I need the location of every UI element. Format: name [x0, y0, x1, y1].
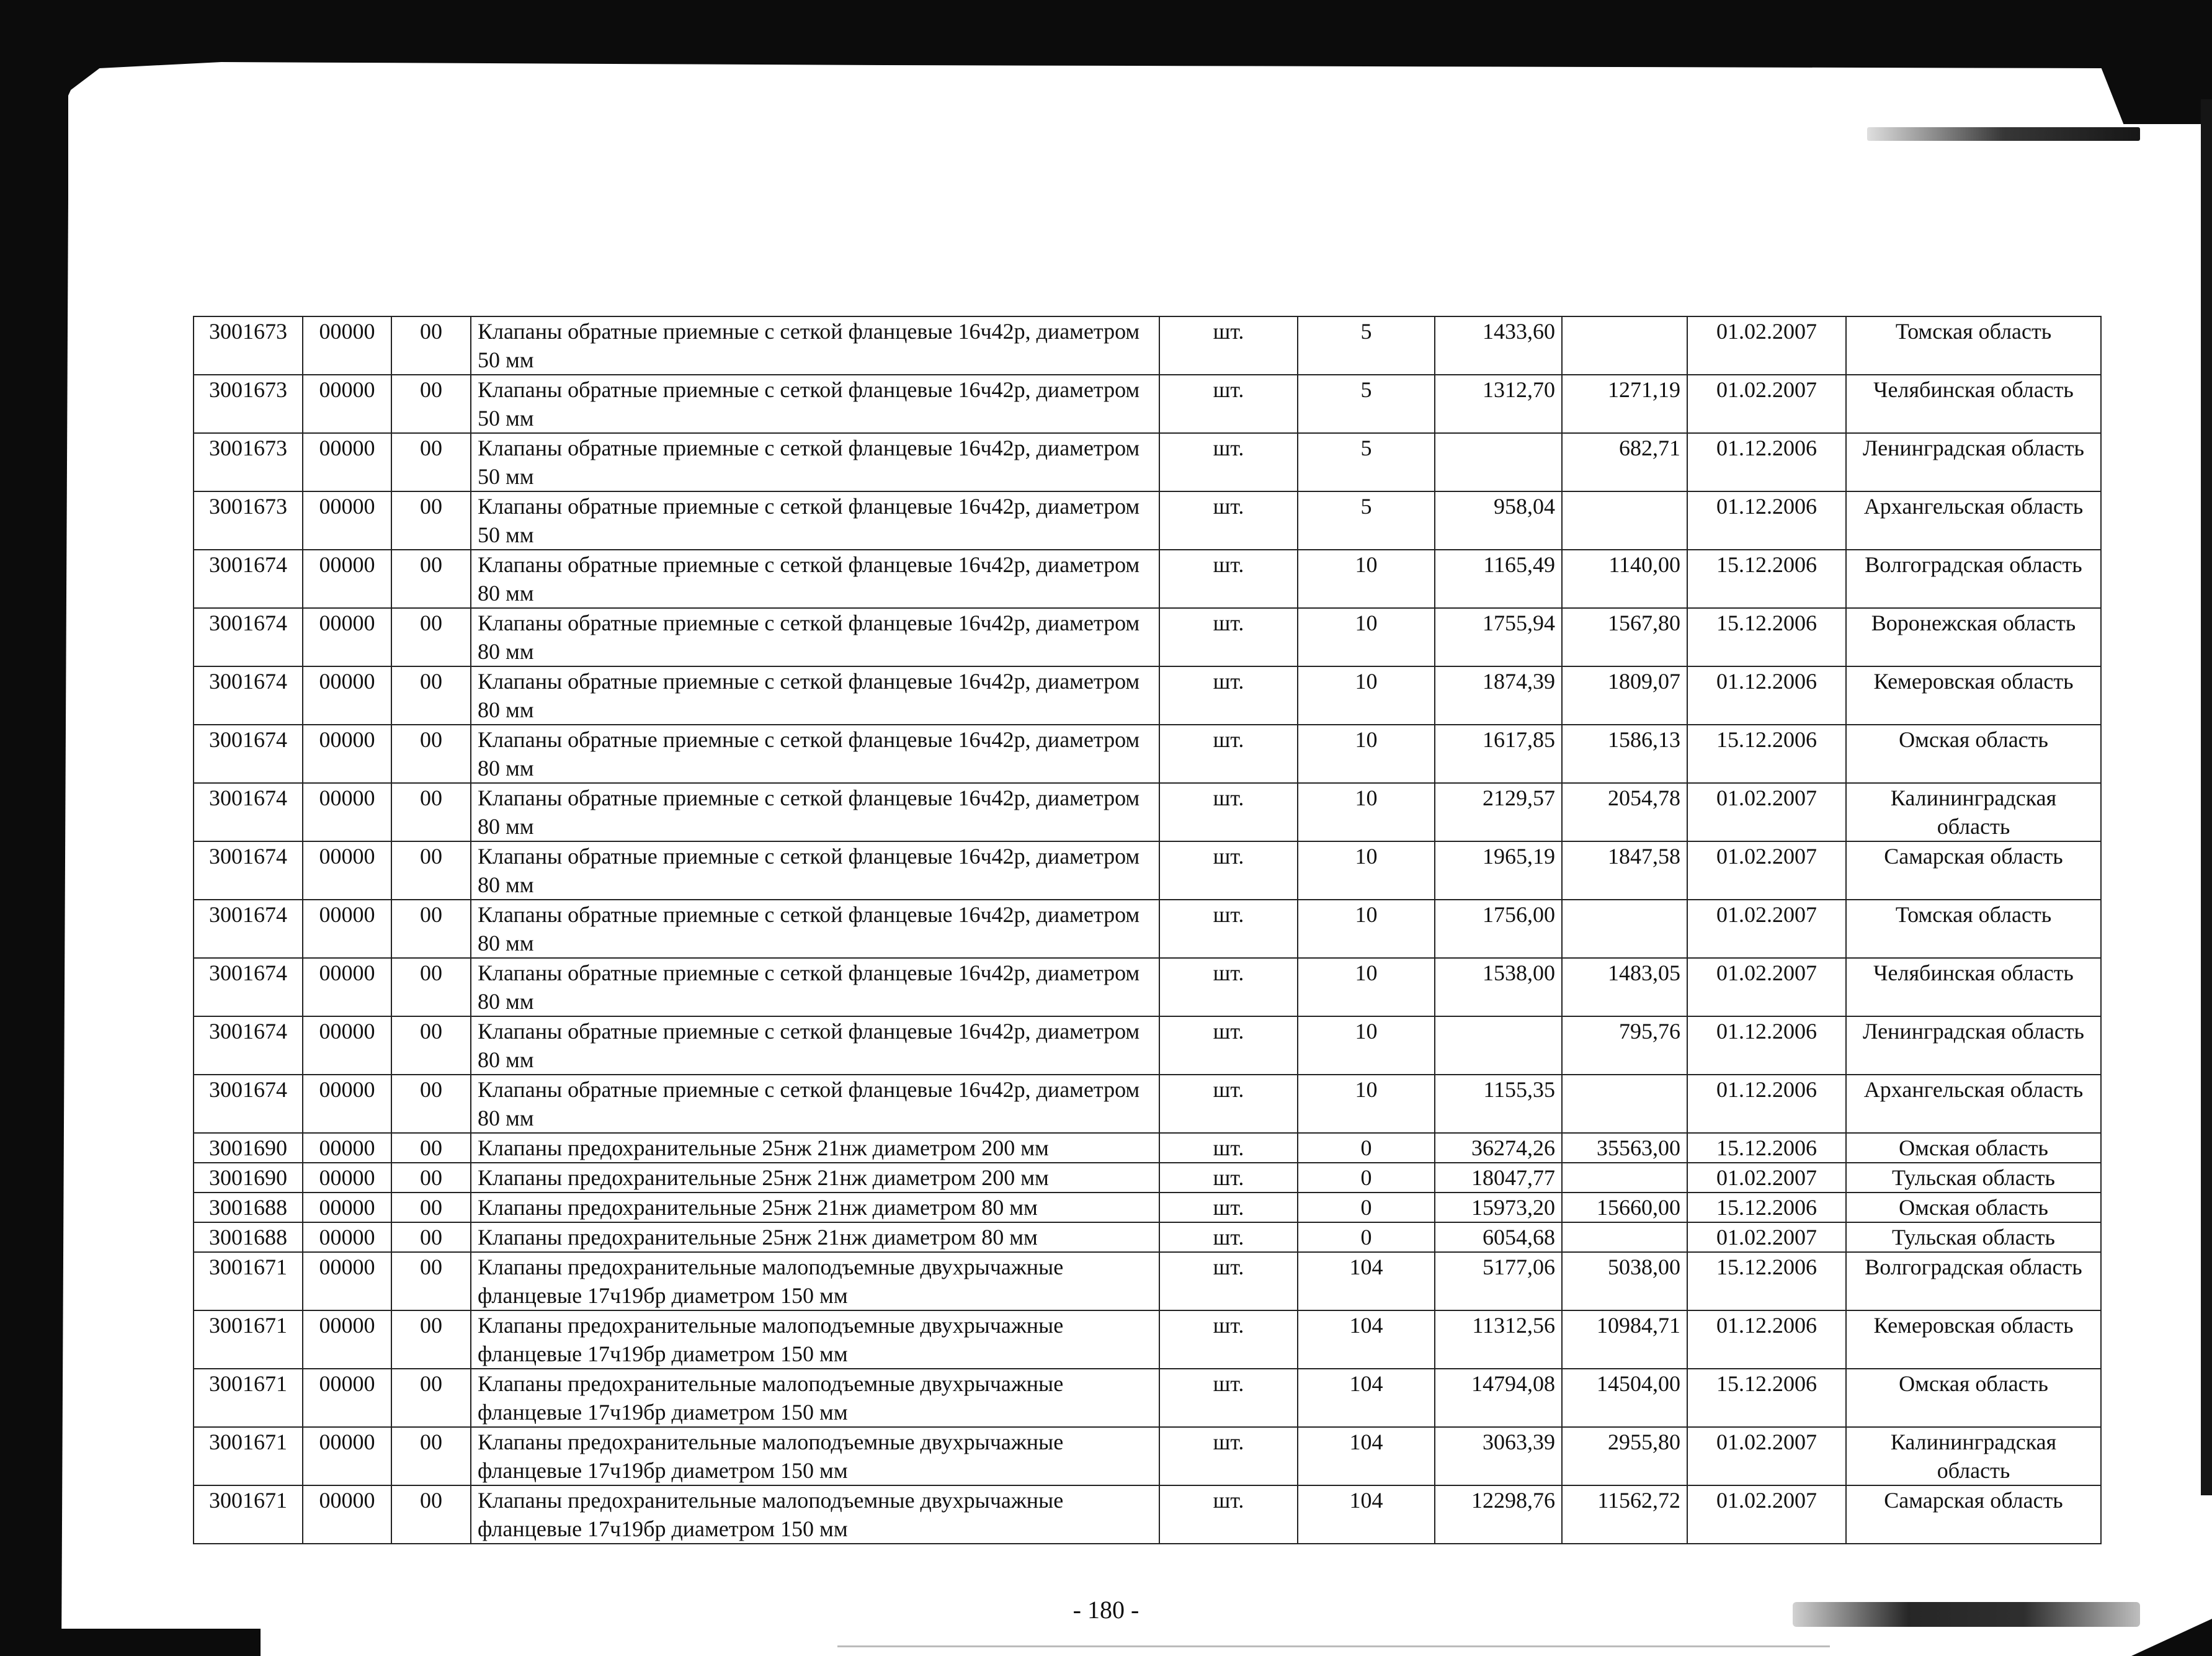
price-2-cell: 795,76 — [1562, 1016, 1687, 1075]
region-cell: Челябинская область — [1846, 375, 2101, 433]
item-code-cell: 3001671 — [194, 1427, 303, 1485]
price-1-cell — [1435, 433, 1562, 491]
sub-code-cell: 00000 — [303, 491, 391, 550]
version-code-cell: 00 — [391, 1163, 471, 1193]
region-cell: Воронежская область — [1846, 608, 2101, 666]
item-name-cell: Клапаны предохранительные малоподъемные двухрычажные фланцевые 17ч19бр диаметром 150 мм — [471, 1310, 1159, 1369]
date-cell: 01.02.2007 — [1687, 783, 1846, 841]
table-row — [194, 1133, 2101, 1163]
unit-cell: шт. — [1159, 958, 1298, 1016]
price-2-cell — [1562, 1075, 1687, 1133]
item-code-cell: 3001673 — [194, 433, 303, 491]
item-name-cell: Клапаны обратные приемные с сеткой фланцевые 16ч42р, диаметром 80 мм — [471, 958, 1159, 1016]
table-row — [194, 1310, 2101, 1369]
region-cell: Архангельская область — [1846, 491, 2101, 550]
version-code-cell: 00 — [391, 841, 471, 900]
version-code-cell: 00 — [391, 1252, 471, 1310]
region-cell: Калининградская область — [1846, 1427, 2101, 1485]
table-row — [194, 1252, 2101, 1310]
version-code-cell: 00 — [391, 1222, 471, 1252]
date-cell: 01.12.2006 — [1687, 491, 1846, 550]
date-cell: 01.02.2007 — [1687, 1163, 1846, 1193]
sub-code-cell: 00000 — [303, 725, 391, 783]
region-cell: Омская область — [1846, 725, 2101, 783]
price-1-cell: 1756,00 — [1435, 900, 1562, 958]
unit-cell: шт. — [1159, 491, 1298, 550]
date-cell: 01.02.2007 — [1687, 316, 1846, 375]
item-name-cell: Клапаны предохранительные 25нж 21нж диаметром 200 мм — [471, 1133, 1159, 1163]
version-code-cell: 00 — [391, 666, 471, 725]
quantity-cell: 10 — [1298, 1075, 1435, 1133]
price-1-cell: 14794,08 — [1435, 1369, 1562, 1427]
price-1-cell: 1874,39 — [1435, 666, 1562, 725]
unit-cell: шт. — [1159, 1163, 1298, 1193]
table-row — [194, 1222, 2101, 1252]
quantity-cell: 10 — [1298, 725, 1435, 783]
quantity-cell: 104 — [1298, 1427, 1435, 1485]
item-code-cell: 3001690 — [194, 1163, 303, 1193]
region-cell: Томская область — [1846, 900, 2101, 958]
date-cell: 01.02.2007 — [1687, 1485, 1846, 1544]
price-2-cell: 1586,13 — [1562, 725, 1687, 783]
price-1-cell: 1965,19 — [1435, 841, 1562, 900]
region-cell: Омская область — [1846, 1193, 2101, 1222]
sub-code-cell: 00000 — [303, 1222, 391, 1252]
item-code-cell: 3001674 — [194, 841, 303, 900]
price-2-cell: 1140,00 — [1562, 550, 1687, 608]
region-cell: Волгоградская область — [1846, 550, 2101, 608]
table-row — [194, 841, 2101, 900]
item-code-cell: 3001688 — [194, 1193, 303, 1222]
quantity-cell: 10 — [1298, 841, 1435, 900]
version-code-cell: 00 — [391, 1485, 471, 1544]
item-name-cell: Клапаны обратные приемные с сеткой фланцевые 16ч42р, диаметром 80 мм — [471, 608, 1159, 666]
version-code-cell: 00 — [391, 316, 471, 375]
date-cell: 01.02.2007 — [1687, 900, 1846, 958]
unit-cell: шт. — [1159, 1369, 1298, 1427]
region-cell: Калининградская область — [1846, 783, 2101, 841]
item-code-cell: 3001674 — [194, 550, 303, 608]
region-cell: Самарская область — [1846, 841, 2101, 900]
date-cell: 15.12.2006 — [1687, 608, 1846, 666]
date-cell: 01.02.2007 — [1687, 1222, 1846, 1252]
price-2-cell: 10984,71 — [1562, 1310, 1687, 1369]
table-row — [194, 1193, 2101, 1222]
region-cell: Ленинградская область — [1846, 1016, 2101, 1075]
item-name-cell: Клапаны обратные приемные с сеткой фланцевые 16ч42р, диаметром 80 мм — [471, 900, 1159, 958]
version-code-cell: 00 — [391, 550, 471, 608]
sub-code-cell: 00000 — [303, 1016, 391, 1075]
quantity-cell: 10 — [1298, 900, 1435, 958]
unit-cell: шт. — [1159, 666, 1298, 725]
unit-cell: шт. — [1159, 375, 1298, 433]
sub-code-cell: 00000 — [303, 958, 391, 1016]
item-code-cell: 3001673 — [194, 375, 303, 433]
date-cell: 01.12.2006 — [1687, 1310, 1846, 1369]
version-code-cell: 00 — [391, 433, 471, 491]
table-row — [194, 1075, 2101, 1133]
version-code-cell: 00 — [391, 1075, 471, 1133]
sub-code-cell: 00000 — [303, 1133, 391, 1163]
unit-cell: шт. — [1159, 1133, 1298, 1163]
table-row — [194, 433, 2101, 491]
version-code-cell: 00 — [391, 608, 471, 666]
date-cell: 15.12.2006 — [1687, 1133, 1846, 1163]
date-cell: 01.02.2007 — [1687, 958, 1846, 1016]
item-code-cell: 3001674 — [194, 608, 303, 666]
price-2-cell: 15660,00 — [1562, 1193, 1687, 1222]
price-2-cell: 11562,72 — [1562, 1485, 1687, 1544]
unit-cell: шт. — [1159, 900, 1298, 958]
sub-code-cell: 00000 — [303, 1193, 391, 1222]
item-code-cell: 3001671 — [194, 1369, 303, 1427]
price-2-cell: 1567,80 — [1562, 608, 1687, 666]
unit-cell: шт. — [1159, 1427, 1298, 1485]
price-2-cell: 1847,58 — [1562, 841, 1687, 900]
item-code-cell: 3001674 — [194, 1016, 303, 1075]
sub-code-cell: 00000 — [303, 375, 391, 433]
price-1-cell: 1165,49 — [1435, 550, 1562, 608]
item-name-cell: Клапаны предохранительные малоподъемные двухрычажные фланцевые 17ч19бр диаметром 150 мм — [471, 1369, 1159, 1427]
date-cell: 01.02.2007 — [1687, 1427, 1846, 1485]
sub-code-cell: 00000 — [303, 1310, 391, 1369]
date-cell: 01.02.2007 — [1687, 841, 1846, 900]
item-code-cell: 3001671 — [194, 1485, 303, 1544]
price-1-cell: 1617,85 — [1435, 725, 1562, 783]
quantity-cell: 104 — [1298, 1369, 1435, 1427]
quantity-cell: 0 — [1298, 1133, 1435, 1163]
date-cell: 15.12.2006 — [1687, 550, 1846, 608]
table-row — [194, 316, 2101, 375]
table-row — [194, 1485, 2101, 1544]
quantity-cell: 0 — [1298, 1193, 1435, 1222]
price-2-cell: 682,71 — [1562, 433, 1687, 491]
unit-cell: шт. — [1159, 433, 1298, 491]
item-code-cell: 3001690 — [194, 1133, 303, 1163]
sub-code-cell: 00000 — [303, 1485, 391, 1544]
table-row — [194, 1369, 2101, 1427]
quantity-cell: 10 — [1298, 783, 1435, 841]
quantity-cell: 10 — [1298, 958, 1435, 1016]
item-name-cell: Клапаны обратные приемные с сеткой фланцевые 16ч42р, диаметром 50 мм — [471, 375, 1159, 433]
region-cell: Тульская область — [1846, 1222, 2101, 1252]
version-code-cell: 00 — [391, 1016, 471, 1075]
table-row — [194, 375, 2101, 433]
item-name-cell: Клапаны обратные приемные с сеткой фланцевые 16ч42р, диаметром 50 мм — [471, 491, 1159, 550]
scan-border-bottom-left — [0, 1629, 261, 1656]
date-cell: 15.12.2006 — [1687, 1369, 1846, 1427]
unit-cell: шт. — [1159, 1222, 1298, 1252]
version-code-cell: 00 — [391, 1310, 471, 1369]
quantity-cell: 104 — [1298, 1310, 1435, 1369]
price-2-cell — [1562, 316, 1687, 375]
table-row — [194, 608, 2101, 666]
region-cell: Тульская область — [1846, 1163, 2101, 1193]
price-2-cell — [1562, 1163, 1687, 1193]
table-row — [194, 1016, 2101, 1075]
item-name-cell: Клапаны предохранительные малоподъемные двухрычажные фланцевые 17ч19бр диаметром 150 мм — [471, 1485, 1159, 1544]
price-2-cell — [1562, 900, 1687, 958]
price-2-cell: 5038,00 — [1562, 1252, 1687, 1310]
sub-code-cell: 00000 — [303, 433, 391, 491]
region-cell: Архангельская область — [1846, 1075, 2101, 1133]
price-2-cell — [1562, 491, 1687, 550]
region-cell: Ленинградская область — [1846, 433, 2101, 491]
item-code-cell: 3001673 — [194, 316, 303, 375]
unit-cell: шт. — [1159, 1016, 1298, 1075]
price-2-cell: 1483,05 — [1562, 958, 1687, 1016]
unit-cell: шт. — [1159, 550, 1298, 608]
price-1-cell: 12298,76 — [1435, 1485, 1562, 1544]
quantity-cell: 104 — [1298, 1485, 1435, 1544]
item-name-cell: Клапаны обратные приемные с сеткой фланцевые 16ч42р, диаметром 80 мм — [471, 783, 1159, 841]
item-name-cell: Клапаны предохранительные 25нж 21нж диаметром 200 мм — [471, 1163, 1159, 1193]
price-2-cell — [1562, 1222, 1687, 1252]
item-name-cell: Клапаны предохранительные 25нж 21нж диаметром 80 мм — [471, 1222, 1159, 1252]
price-1-cell: 1433,60 — [1435, 316, 1562, 375]
sub-code-cell: 00000 — [303, 666, 391, 725]
item-name-cell: Клапаны обратные приемные с сеткой фланцевые 16ч42р, диаметром 80 мм — [471, 1016, 1159, 1075]
price-1-cell: 1155,35 — [1435, 1075, 1562, 1133]
price-2-cell: 2054,78 — [1562, 783, 1687, 841]
item-name-cell: Клапаны обратные приемные с сеткой фланцевые 16ч42р, диаметром 50 мм — [471, 316, 1159, 375]
sub-code-cell: 00000 — [303, 1369, 391, 1427]
region-cell: Волгоградская область — [1846, 1252, 2101, 1310]
table-row — [194, 900, 2101, 958]
sub-code-cell: 00000 — [303, 1163, 391, 1193]
sub-code-cell: 00000 — [303, 783, 391, 841]
version-code-cell: 00 — [391, 1369, 471, 1427]
price-1-cell: 1538,00 — [1435, 958, 1562, 1016]
item-code-cell: 3001674 — [194, 900, 303, 958]
date-cell: 01.12.2006 — [1687, 666, 1846, 725]
date-cell: 15.12.2006 — [1687, 1193, 1846, 1222]
sub-code-cell: 00000 — [303, 1252, 391, 1310]
quantity-cell: 10 — [1298, 550, 1435, 608]
version-code-cell: 00 — [391, 725, 471, 783]
table-body — [194, 316, 2101, 1544]
table-row — [194, 958, 2101, 1016]
quantity-cell: 0 — [1298, 1163, 1435, 1193]
sub-code-cell: 00000 — [303, 841, 391, 900]
quantity-cell: 104 — [1298, 1252, 1435, 1310]
table-row — [194, 550, 2101, 608]
region-cell: Омская область — [1846, 1133, 2101, 1163]
version-code-cell: 00 — [391, 958, 471, 1016]
table-row — [194, 1427, 2101, 1485]
date-cell: 01.12.2006 — [1687, 1075, 1846, 1133]
unit-cell: шт. — [1159, 316, 1298, 375]
version-code-cell: 00 — [391, 900, 471, 958]
item-code-cell: 3001673 — [194, 491, 303, 550]
unit-cell: шт. — [1159, 1193, 1298, 1222]
version-code-cell: 00 — [391, 1133, 471, 1163]
item-code-cell: 3001674 — [194, 1075, 303, 1133]
sub-code-cell: 00000 — [303, 550, 391, 608]
scan-bottom-rule — [837, 1645, 1830, 1647]
sub-code-cell: 00000 — [303, 900, 391, 958]
price-1-cell: 11312,56 — [1435, 1310, 1562, 1369]
date-cell: 01.12.2006 — [1687, 1016, 1846, 1075]
quantity-cell: 0 — [1298, 1222, 1435, 1252]
table-row — [194, 491, 2101, 550]
region-cell: Челябинская область — [1846, 958, 2101, 1016]
price-1-cell: 1312,70 — [1435, 375, 1562, 433]
price-2-cell: 2955,80 — [1562, 1427, 1687, 1485]
scan-border-left — [0, 87, 68, 1656]
scan-border-right — [2201, 99, 2212, 1495]
version-code-cell: 00 — [391, 783, 471, 841]
price-1-cell: 3063,39 — [1435, 1427, 1562, 1485]
date-cell: 15.12.2006 — [1687, 725, 1846, 783]
sub-code-cell: 00000 — [303, 316, 391, 375]
sub-code-cell: 00000 — [303, 1075, 391, 1133]
price-1-cell: 2129,57 — [1435, 783, 1562, 841]
item-name-cell: Клапаны обратные приемные с сеткой фланцевые 16ч42р, диаметром 80 мм — [471, 1075, 1159, 1133]
page-number: - 180 - — [1073, 1596, 1139, 1624]
date-cell: 01.12.2006 — [1687, 433, 1846, 491]
sub-code-cell: 00000 — [303, 1427, 391, 1485]
table-row — [194, 783, 2101, 841]
price-1-cell: 15973,20 — [1435, 1193, 1562, 1222]
region-cell: Кемеровская область — [1846, 666, 2101, 725]
date-cell: 01.02.2007 — [1687, 375, 1846, 433]
quantity-cell: 5 — [1298, 491, 1435, 550]
quantity-cell: 5 — [1298, 375, 1435, 433]
table-row — [194, 725, 2101, 783]
unit-cell: шт. — [1159, 783, 1298, 841]
sub-code-cell: 00000 — [303, 608, 391, 666]
item-name-cell: Клапаны предохранительные 25нж 21нж диаметром 80 мм — [471, 1193, 1159, 1222]
price-2-cell: 35563,00 — [1562, 1133, 1687, 1163]
item-name-cell: Клапаны обратные приемные с сеткой фланцевые 16ч42р, диаметром 80 мм — [471, 666, 1159, 725]
version-code-cell: 00 — [391, 375, 471, 433]
price-1-cell: 36274,26 — [1435, 1133, 1562, 1163]
item-code-cell: 3001674 — [194, 783, 303, 841]
table-row — [194, 1163, 2101, 1193]
item-code-cell: 3001674 — [194, 958, 303, 1016]
region-cell: Кемеровская область — [1846, 1310, 2101, 1369]
table-row — [194, 666, 2101, 725]
version-code-cell: 00 — [391, 1193, 471, 1222]
item-code-cell: 3001674 — [194, 666, 303, 725]
price-2-cell: 1271,19 — [1562, 375, 1687, 433]
price-1-cell: 1755,94 — [1435, 608, 1562, 666]
region-cell: Самарская область — [1846, 1485, 2101, 1544]
item-code-cell: 3001671 — [194, 1310, 303, 1369]
price-1-cell: 18047,77 — [1435, 1163, 1562, 1193]
item-name-cell: Клапаны предохранительные малоподъемные двухрычажные фланцевые 17ч19бр диаметром 150 мм — [471, 1427, 1159, 1485]
item-code-cell: 3001671 — [194, 1252, 303, 1310]
price-1-cell — [1435, 1016, 1562, 1075]
version-code-cell: 00 — [391, 491, 471, 550]
item-name-cell: Клапаны обратные приемные с сеткой фланцевые 16ч42р, диаметром 80 мм — [471, 725, 1159, 783]
scan-border-top — [0, 0, 2212, 124]
unit-cell: шт. — [1159, 1310, 1298, 1369]
item-code-cell: 3001688 — [194, 1222, 303, 1252]
unit-cell: шт. — [1159, 725, 1298, 783]
unit-cell: шт. — [1159, 1252, 1298, 1310]
quantity-cell: 5 — [1298, 316, 1435, 375]
quantity-cell: 5 — [1298, 433, 1435, 491]
price-1-cell: 6054,68 — [1435, 1222, 1562, 1252]
price-1-cell: 5177,06 — [1435, 1252, 1562, 1310]
price-table — [193, 316, 2102, 1544]
unit-cell: шт. — [1159, 841, 1298, 900]
quantity-cell: 10 — [1298, 608, 1435, 666]
unit-cell: шт. — [1159, 1075, 1298, 1133]
price-2-cell: 14504,00 — [1562, 1369, 1687, 1427]
region-cell: Томская область — [1846, 316, 2101, 375]
price-2-cell: 1809,07 — [1562, 666, 1687, 725]
date-cell: 15.12.2006 — [1687, 1252, 1846, 1310]
item-name-cell: Клапаны обратные приемные с сеткой фланцевые 16ч42р, диаметром 80 мм — [471, 550, 1159, 608]
quantity-cell: 10 — [1298, 666, 1435, 725]
region-cell: Омская область — [1846, 1369, 2101, 1427]
item-name-cell: Клапаны обратные приемные с сеткой фланцевые 16ч42р, диаметром 80 мм — [471, 841, 1159, 900]
price-1-cell: 958,04 — [1435, 491, 1562, 550]
scan-smudge-top — [1867, 127, 2140, 141]
item-code-cell: 3001674 — [194, 725, 303, 783]
item-name-cell: Клапаны предохранительные малоподъемные двухрычажные фланцевые 17ч19бр диаметром 150 мм — [471, 1252, 1159, 1310]
quantity-cell: 10 — [1298, 1016, 1435, 1075]
unit-cell: шт. — [1159, 608, 1298, 666]
version-code-cell: 00 — [391, 1427, 471, 1485]
item-name-cell: Клапаны обратные приемные с сеткой фланцевые 16ч42р, диаметром 50 мм — [471, 433, 1159, 491]
unit-cell: шт. — [1159, 1485, 1298, 1544]
